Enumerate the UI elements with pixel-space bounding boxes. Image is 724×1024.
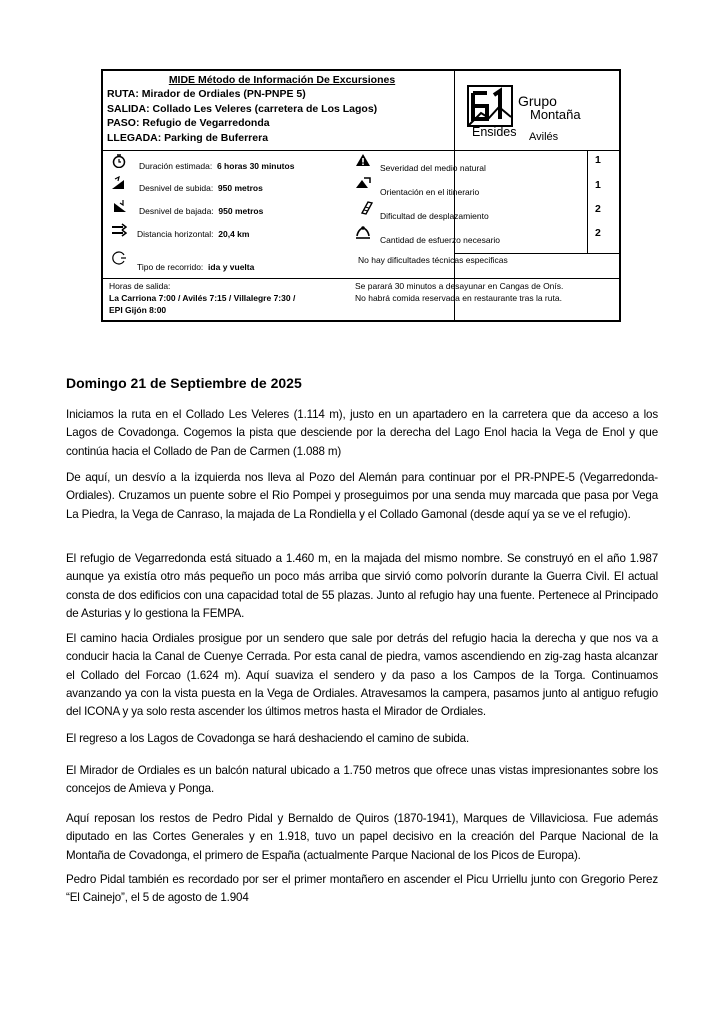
duracion-label: Duración estimada:	[139, 161, 213, 171]
nota-line1: Se parará 30 minutos a desayunar en Cangas de Onís.	[355, 281, 564, 291]
logo-line3: Ensides	[472, 125, 517, 139]
ascent-icon	[111, 176, 127, 190]
round-trip-icon	[111, 251, 127, 265]
distancia-row	[137, 229, 249, 240]
paragraph-2: De aquí, un desvío a la izquierda nos lleva al Pozo del Alemán para continuar por el PR-PNPE-5 (Vegarredonda-Ordiales). Cruzamos un puente sobre el Rio Pompei y proseguimos por una senda muy marcada que pasa por Vega La Piedra, la Vega de Canraso, la majada de La Rondiella y el Collado Gamonal (desde aquí ya se ve el refugio).	[66, 471, 658, 521]
ruta-text: RUTA: Mirador de Ordiales (PN-PNPE 5)	[107, 88, 306, 100]
nota-line2: No habrá comida reservada en restaurante tras la ruta.	[355, 293, 562, 303]
paragraph-1: Iniciamos la ruta en el Collado Les Veleres (1.114 m), justo en un apartadero en la carretera que da acceso a los Lagos de Covadonga. Cogemos la pista que desciende por la derecha del Lago Enol hacia la Vega de Enol y que continúa hacia el Collado de Pan de Carmen (1.088 m)	[66, 408, 658, 458]
descent-icon	[111, 199, 127, 213]
divider	[103, 150, 619, 151]
orientacion-value: 1	[595, 179, 601, 191]
severidad-label: Severidad del medio natural	[380, 163, 486, 173]
horas-label: Horas de salida:	[109, 281, 171, 291]
logo-line1: Grupo	[518, 93, 557, 109]
horas-line1: La Carriona 7:00 / Avilés 7:15 / Villalegre 7:30 /	[109, 293, 296, 303]
paso-text: PASO: Refugio de Vegarredonda	[107, 117, 270, 129]
orientation-icon	[355, 176, 371, 190]
duracion-value: 6 horas 30 minutos	[216, 161, 295, 171]
esfuerzo-value: 2	[595, 227, 601, 239]
duracion-row	[139, 161, 294, 172]
sin-dificultades-text: No hay dificultades técnicas especificas	[358, 255, 508, 265]
boot-icon	[359, 201, 375, 215]
grupo-montana-logo	[463, 81, 609, 145]
distance-icon	[111, 223, 127, 237]
mide-table	[101, 69, 621, 322]
desnivel-subida-label: Desnivel de subida:	[139, 183, 214, 193]
horas-line2: EPI Gijón 8:00	[109, 305, 167, 315]
dificultad-label: Dificultad de desplazamiento	[380, 211, 489, 221]
date-heading: Domingo 21 de Septiembre de 2025	[66, 375, 302, 391]
logo-mark-icon	[467, 85, 513, 127]
tipo-label: Tipo de recorrido:	[137, 262, 204, 272]
llegada-text: LLEGADA: Parking de Buferrera	[107, 131, 269, 144]
divider	[454, 253, 619, 254]
desnivel-subida-row	[139, 183, 263, 194]
paragraph-5: El regreso a los Lagos de Covadonga se hará deshaciendo el camino de subida.	[66, 732, 470, 745]
distancia-label: Distancia horizontal:	[137, 229, 214, 239]
tipo-row	[137, 262, 254, 273]
orientacion-label: Orientación en el itinerario	[380, 187, 480, 197]
paragraph-7: Aquí reposan los restos de Pedro Pidal y Bernaldo de Quiros (1870-1941), Marques de Villaviciosa. Fue además diputado en las Cortes Generales y en 1.918, tuvo un papel decisivo en la creación del Parque Nacional de la Montaña de Covadonga, el primero de España (actualmente Parque Nacional de los Picos de Europa).	[66, 812, 658, 862]
desnivel-subida-value: 950 metros	[217, 183, 263, 193]
esfuerzo-label: Cantidad de esfuerzo necesario	[380, 235, 501, 245]
mide-title: MIDE Método de Información De Excursiones	[168, 74, 396, 86]
divider	[587, 151, 588, 253]
warning-icon	[355, 153, 371, 167]
dificultad-value: 2	[595, 203, 601, 215]
distancia-value: 20,4 km	[218, 229, 250, 239]
mide-header	[107, 73, 457, 145]
effort-icon	[355, 225, 371, 239]
paragraph-6: El Mirador de Ordiales es un balcón natural ubicado a 1.750 metros que ofrece unas vistas impresionantes sobre los concejos de Amieva y Ponga.	[66, 764, 658, 796]
desnivel-bajada-value: 950 metros	[218, 206, 264, 216]
paragraph-4: El camino hacia Ordiales prosigue por un sendero que sale por detrás del refugio hacia la derecha y que nos va a conducir hacia la Canal de Cuenye Cerrada. Por esta canal de piedra, vamos ascendiendo en zig-zag hasta alcanzar el Collado del Forcao (1.624 m). Aquí suaviza el sendero y da paso a los Campos de la Torga. Continuamos avanzando ya con la vista puesta en la Vega de Ordiales. Atravesamos la campera, pasamos junto al antiguo refugio del ICONA y ya solo resta ascender los últimos metros hasta el Mirador de Ordiales.	[66, 632, 658, 719]
severidad-value: 1	[595, 154, 601, 166]
desnivel-bajada-row	[139, 206, 263, 217]
logo-line4: Avilés	[529, 131, 559, 143]
desnivel-bajada-label: Desnivel de bajada:	[139, 206, 214, 216]
salida-text: SALIDA: Collado Les Veleres (carretera de Los Lagos)	[107, 102, 378, 115]
paragraph-3: El refugio de Vegarredonda está situado a 1.460 m, en la majada del mismo nombre. Se construyó en el año 1.987 aunque ya existía otro más pequeño un poco más arriba que sirvió como polvorín durante la Guerra Civil. El actual consta de dos edificios con una capacidad total de 55 plazas. Junto al refugio hay una fuente. Pertenece al Principado de Asturias y lo gestiona la FEMPA.	[66, 552, 658, 620]
paragraph-8: Pedro Pidal también es recordado por ser el primer montañero en ascender el Picu Urriellu junto con Gregorio Perez “El Cainejo”, el 5 de agosto de 1.904	[66, 873, 658, 905]
logo-line2: Montaña	[530, 107, 581, 122]
divider	[103, 278, 619, 279]
clock-icon	[111, 154, 127, 168]
tipo-value: ida y vuelta	[208, 262, 255, 272]
